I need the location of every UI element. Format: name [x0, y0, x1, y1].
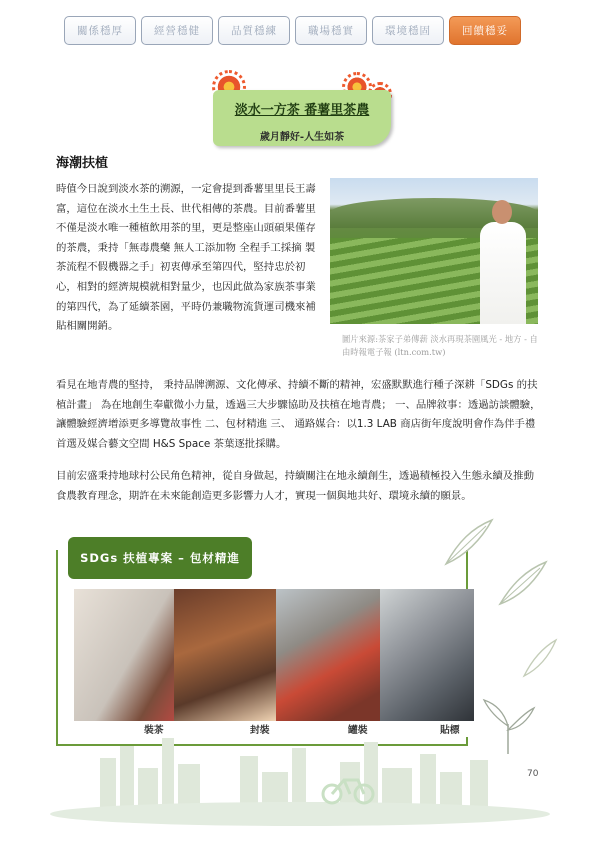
top-tabs	[64, 16, 521, 45]
tab-workplace[interactable]: 職場穩實	[295, 16, 367, 45]
tea-leaf-icon-1	[438, 512, 498, 572]
header-card	[213, 90, 391, 146]
tab-relations[interactable]: 關係穩厚	[64, 16, 136, 45]
tab-operations[interactable]: 經營穩健	[141, 16, 213, 45]
city-skyline-footer	[40, 728, 560, 828]
tab-quality[interactable]: 品質穩練	[218, 16, 290, 45]
packaging-photos	[74, 589, 474, 721]
project-title: SDGs 扶植專案 – 包材精進	[68, 537, 252, 579]
tea-leaf-icon-2	[494, 556, 554, 612]
photo-packing-tea	[74, 589, 174, 721]
header-title: 淡水一方茶 番薯里茶農	[234, 103, 370, 118]
label-canning: 罐裝	[348, 725, 368, 736]
photo-labeling	[380, 589, 474, 721]
paragraph-support: 看見在地青農的堅持， 秉持品牌溯源、文化傳承、持續不斷的精神，宏盛默默進行種子深耕「SDGs 的扶植計畫」 為在地創生奉獻微小力量，透過三大步驟協助及扶植在地青農； 一、品牌敘事：透過訪談體驗，讓體驗經濟增添更多導覽故事性 二、包材精進 三、 通路媒合：以1.3 LAB 商店街年度說明會作為伴手禮首選及媒合藝文空間 H&S Space 茶葉逐批採購。	[56, 379, 541, 450]
tab-environment[interactable]: 環境穩固	[372, 16, 444, 45]
tea-farmer-photo	[330, 178, 538, 324]
photo-canning	[276, 589, 380, 721]
paragraph-vision: 目前宏盛秉持地球村公民角色精神，從自身做起，持續關注在地永續創生，透過積極投入生態永續及推動食農教育理念，期許在未來能創造更多影響力人才，實現一個與地共好、環境永續的願景。	[56, 470, 534, 502]
photo-caption: 圖片來源:茶家子弟傳薪 淡水再現茶園風光 - 地方 - 自由時報電子報 (ltn.com.tw)	[342, 334, 538, 357]
tab-feedback[interactable]: 回饋穩妥	[449, 16, 521, 45]
page-number: 70	[527, 769, 539, 779]
header-subtitle: 歲月靜好-人生如茶	[259, 132, 345, 143]
label-labeling: 貼標	[440, 725, 460, 736]
label-sealing: 封裝	[250, 725, 270, 736]
paragraph-intro: 時值今日說到淡水茶的溯源，一定會提到番薯里里長王壽富，這位在淡水土生土長、世代相傳的茶農。目前番薯里不僅是淡水唯一種植飲用茶的里，更是整座山頭碩果僅存的茶農，秉持「無毒農藥 無人工添加物 全程手工採摘 製茶流程不假機器之手」初衷傳承至第四代，堅持忠於初心，相對的經濟規模就相對量少，也因此做為家族茶事業的第四代，為了延續茶園，平時仍兼職物流貨運司機來補貼相關開銷。	[56, 183, 316, 333]
tea-leaf-icon-3	[520, 636, 560, 680]
label-packing: 裝茶	[144, 725, 164, 736]
section-title: 海潮扶植	[56, 156, 109, 171]
photo-sealing	[174, 589, 276, 721]
